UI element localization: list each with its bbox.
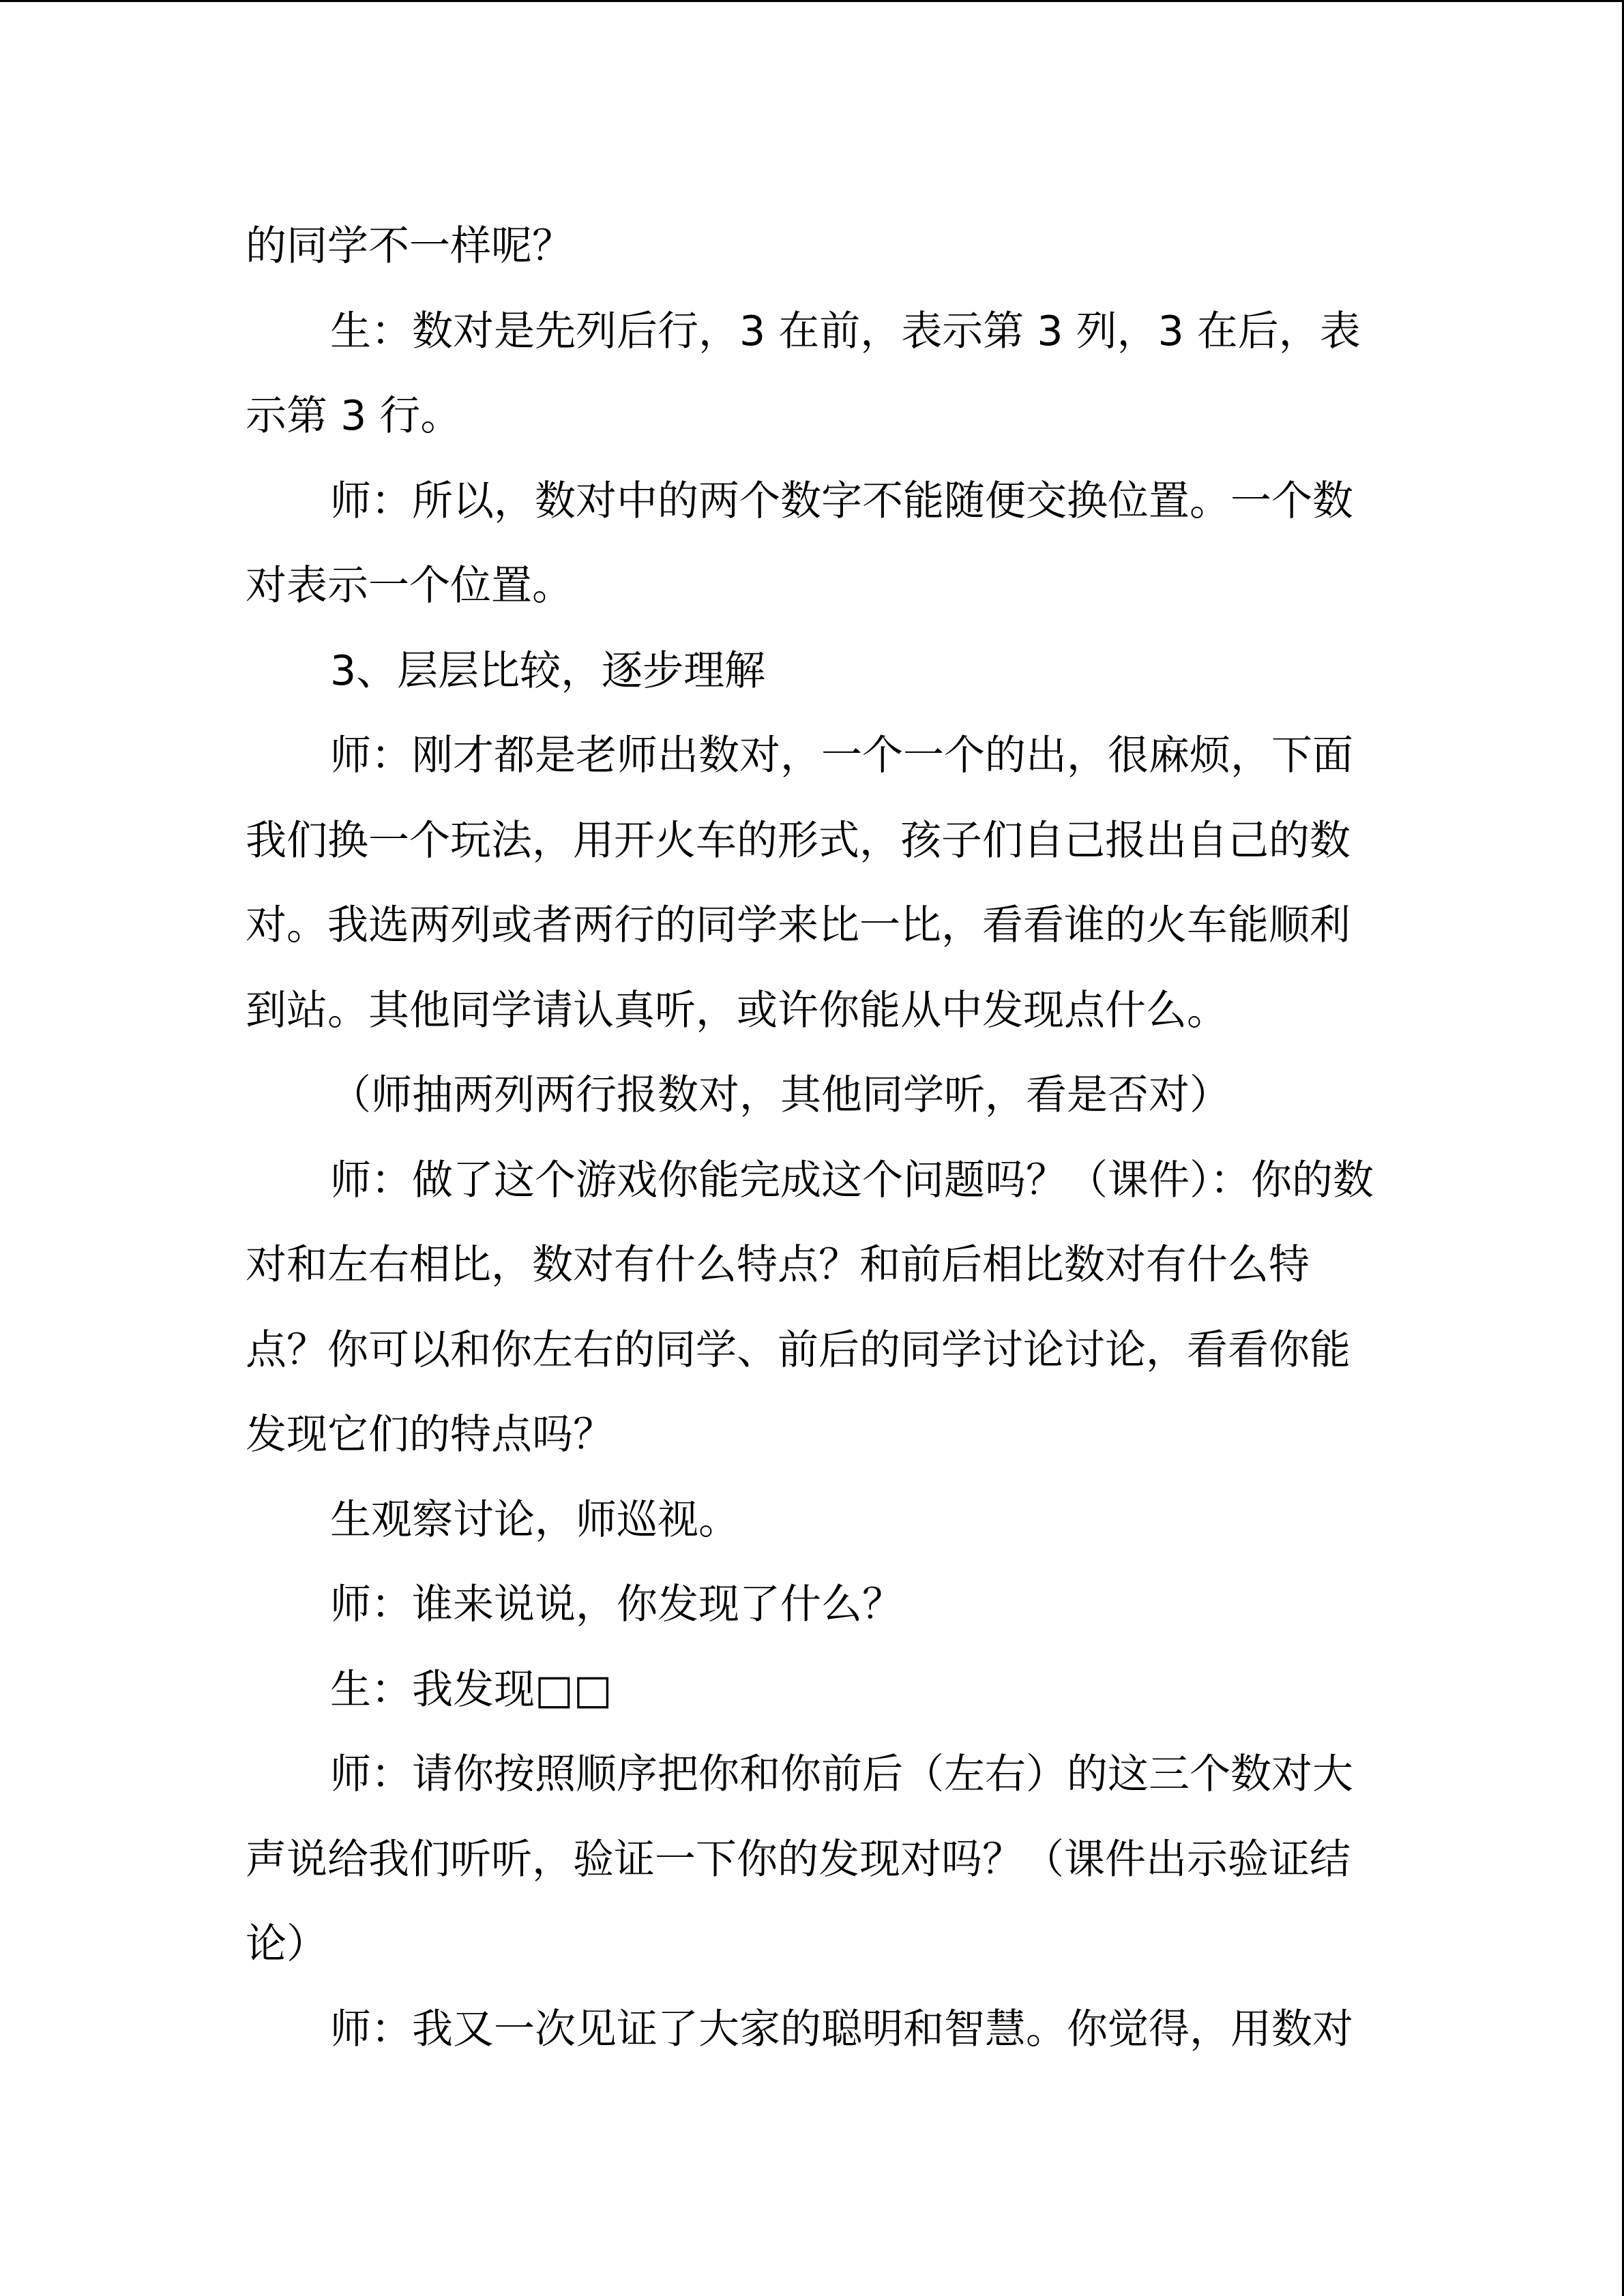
paragraph-stage-direction: （师抽两列两行报数对，其他同学听，看是否对） (330, 1071, 1230, 1119)
paragraph-continuation: 的同学不一样呢？ (246, 222, 573, 270)
paragraph-teacher-ask: 师：谁来说说，你发现了什么？ (330, 1581, 903, 1628)
section-heading-3: 3、层层比较，逐步理解 (330, 646, 766, 695)
paragraph-teacher-train-game: 师：刚才都是老师出数对，一个一个的出，很麻烦，下面我们换一个玩法，用开火车的形式，孩子们自己报出自己的数对。我选两列或者两行的同学来比一比，看看谁的火车能顺利到站。其他同学请认真听，或许你能从中发现点什么。 (246, 732, 1353, 1034)
paragraph-student-answer-1: 生：数对是先列后行，3 在前，表示第 3 列，3 在后，表示第 3 行。 (246, 307, 1361, 440)
paragraph-teacher-question: 师：做了这个游戏你能完成这个问题吗？（课件）：你的数对和左右相比，数对有什么特点？和前后相比数对有什么特点？你可以和你左右的同学、前后的同学讨论讨论，看看你能发现它们的特点吗？ (246, 1156, 1374, 1459)
paragraph-teacher-verify: 师：请你按照顺序把你和你前后（左右）的这三个数对大声说给我们听听，验证一下你的发现对吗？（课件出示验证结论） (246, 1750, 1353, 1968)
paragraph-teacher-praise: 师：我又一次见证了大家的聪明和智慧。你觉得，用数对 (330, 2005, 1353, 2053)
paragraph-teacher-summary-1: 师：所以，数对中的两个数字不能随便交换位置。一个数对表示一个位置。 (246, 477, 1353, 610)
paragraph-student-answer-2: 生：我发现□□ (330, 1665, 612, 1714)
paragraph-students-discuss: 生观察讨论，师巡视。 (330, 1495, 739, 1544)
document-body (246, 204, 1378, 2072)
